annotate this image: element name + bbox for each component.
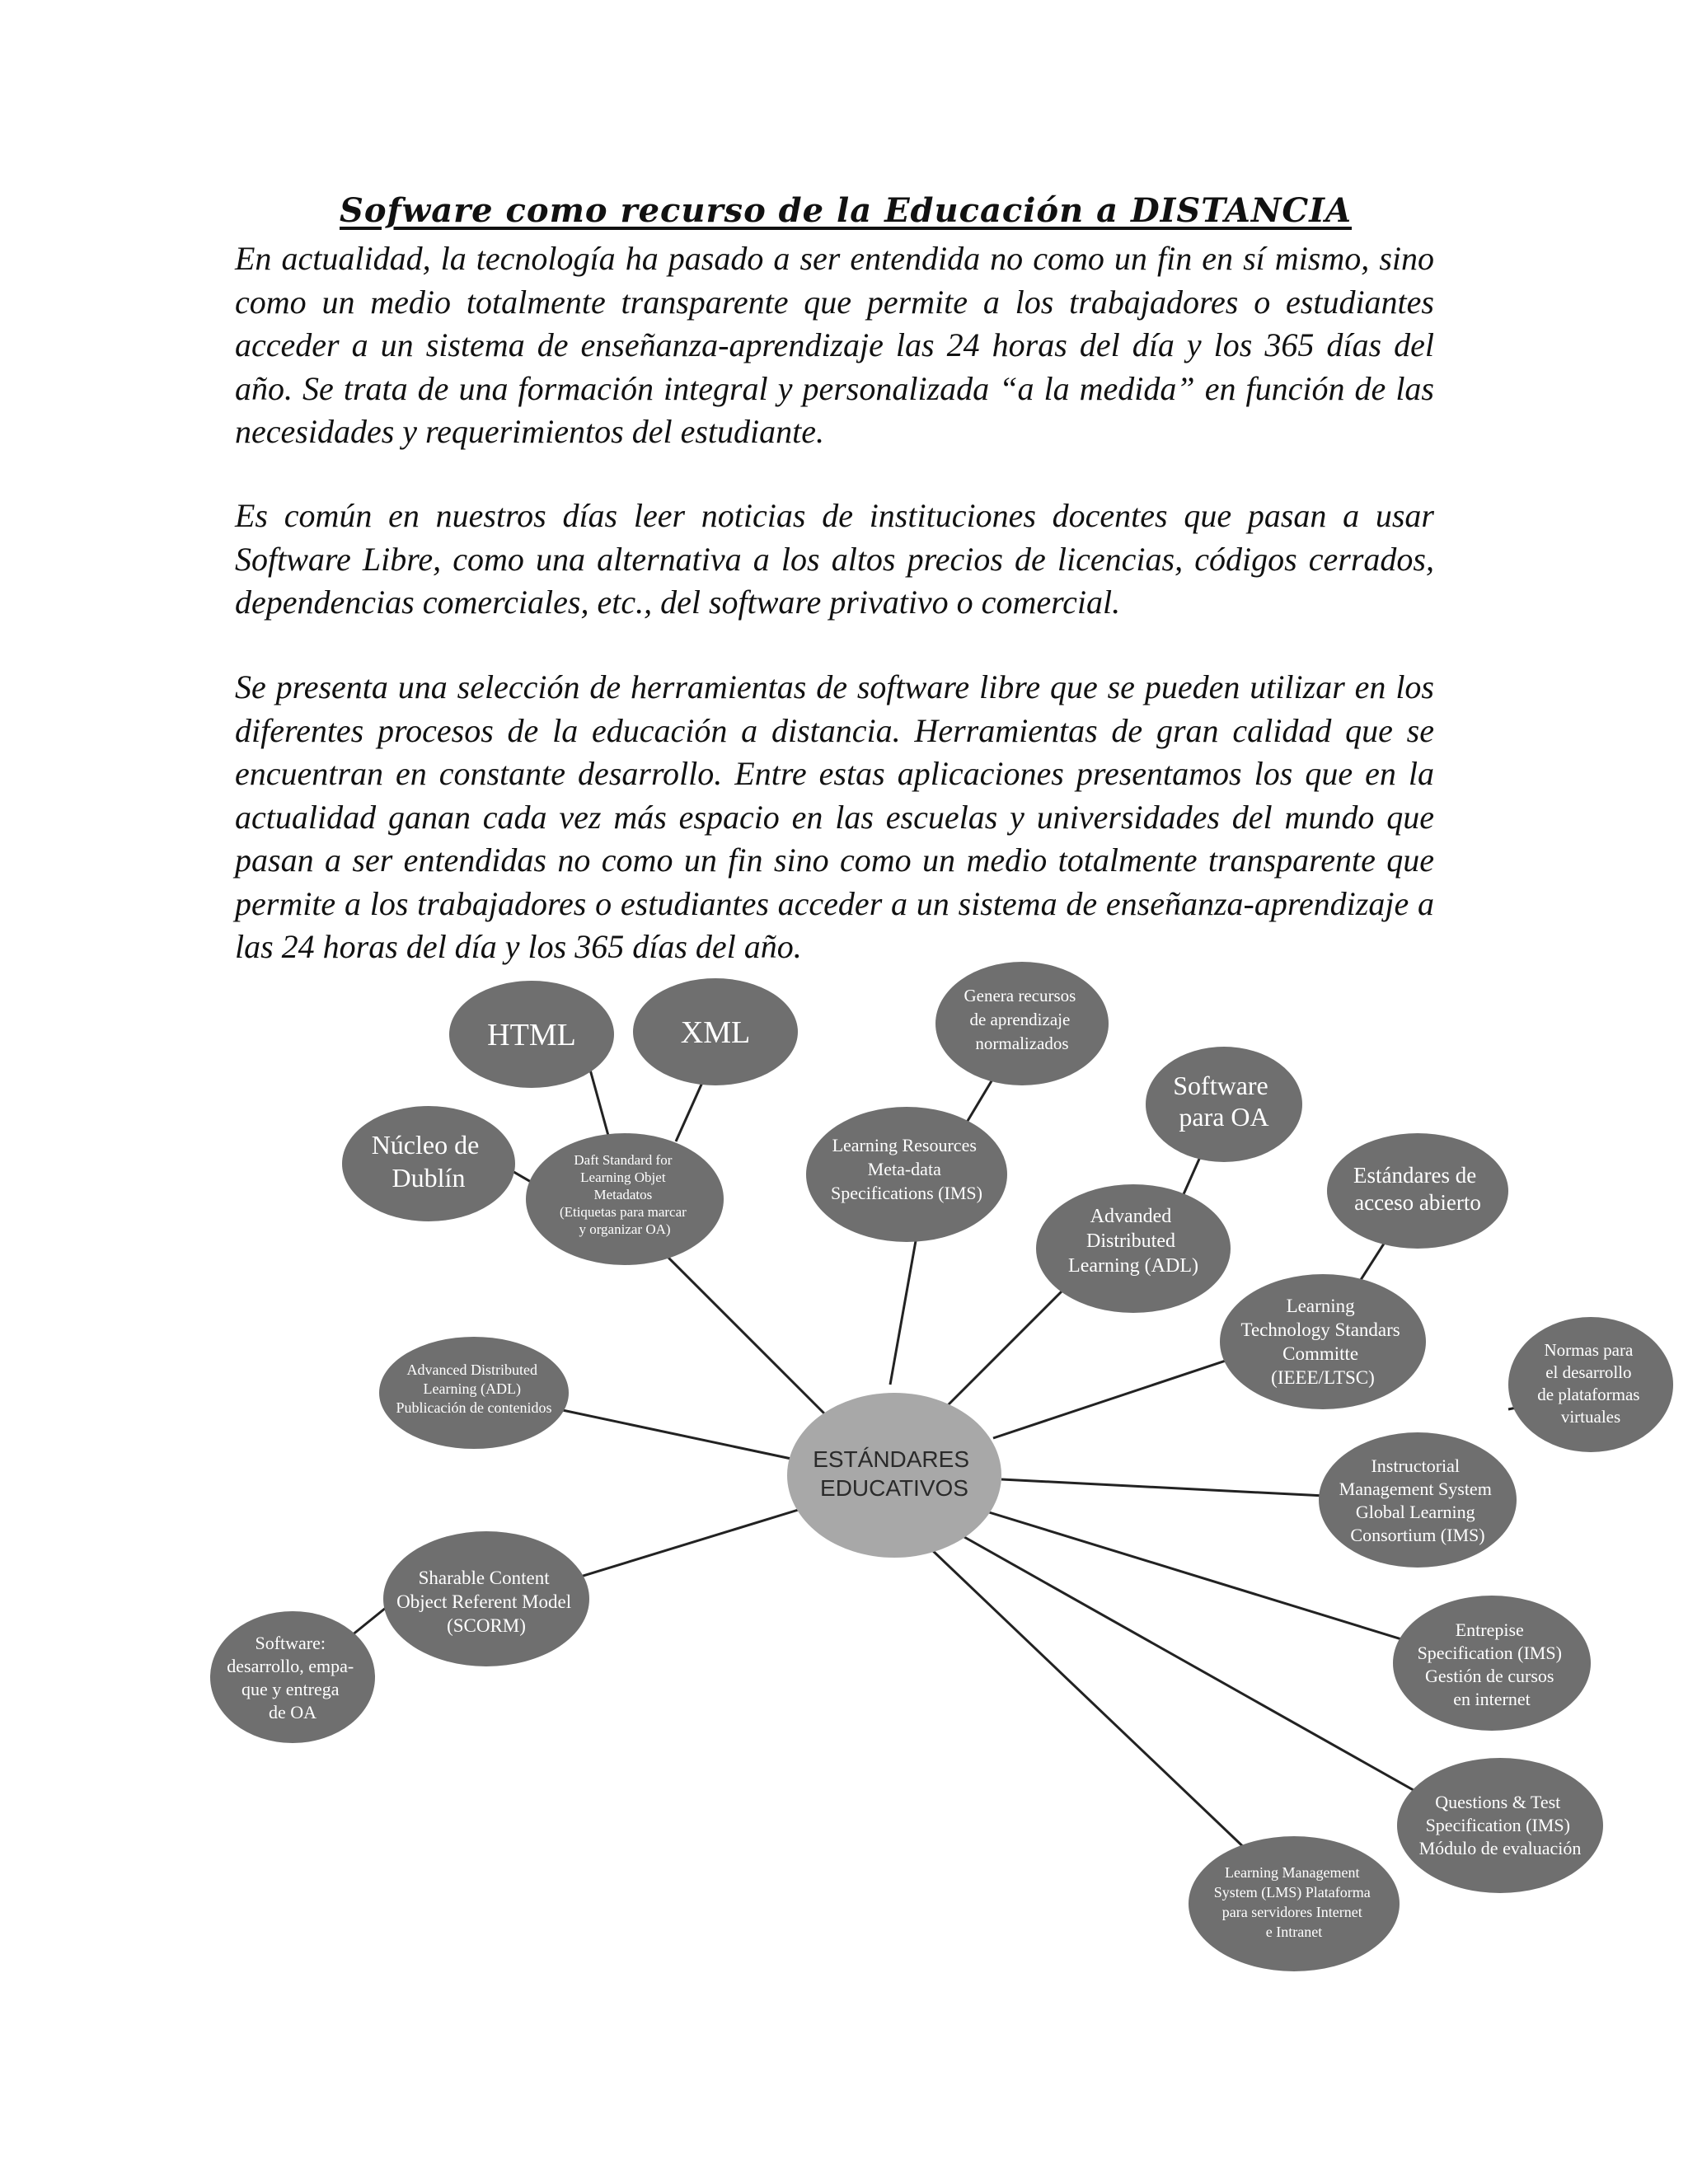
mind-map-diagram: [0, 948, 1688, 2011]
svg-text:XML: XML: [680, 1015, 751, 1050]
svg-text:Learning Technology St: Learning Technology Standars Committe (IEEE/LTSC): [1240, 1296, 1400, 1388]
node-html: [449, 981, 614, 1088]
node-estandares-abierto: [1327, 1133, 1508, 1249]
paragraph-herramientas: Se presenta una selección de herramientas de software libre que se pueden utilizar en los diferentes procesos de la educación a distancia. Herramientas de gran calidad que se encuentran en constante desarrollo. Entre estas aplicaciones presentamos los que en la actualidad ganan cada vez más espacio en las escuelas y universidades del mundo que pasan a ser entendidas no como un fin sino como un medio totalmente transparente que permite a los trabajadores o estudiantes acceder a un sistema de enseñanza-aprendizaje a las 24 horas del día y los 365 días del año.: [235, 668, 1434, 965]
node-adl: [1036, 1184, 1231, 1313]
svg-text:Daft Standard for Lear: Daft Standard for Learning Objet Metadatos (Etiquetas para marcar y organizar OA): [559, 1152, 687, 1237]
svg-text:Genera recursos de apr: Genera recursos de aprendizaje normalizados: [964, 986, 1076, 1053]
node-daft-standard: [526, 1133, 724, 1265]
svg-text:Entrepise Specificatio: Entrepise Specification (IMS) Gestión de cursos en internet: [1417, 1619, 1562, 1709]
connector-center-daft: [647, 1236, 832, 1422]
page-title: Sofware como recurso de la Educación a DISTANCIA: [339, 191, 1353, 230]
paragraph-software-libre: Es común en nuestros días leer noticias de instituciones docentes que pasan a usar Software Libre, como una alternativa a los altos precios de licencias, códigos cerrados, dependencias comerciales, etc., del software privativo o comercial.: [235, 497, 1434, 621]
svg-text:HTML: HTML: [487, 1018, 576, 1052]
svg-text:ESTÁNDARES EDUCATIVOS: ESTÁNDARES EDUCATIVOS: [813, 1446, 970, 1501]
node-questions-test: [1397, 1758, 1603, 1893]
node-center-estandares: [787, 1393, 1001, 1558]
node-software-oa: [1146, 1047, 1302, 1162]
node-enterprise: [1393, 1596, 1591, 1731]
svg-text:Estándares de acceso a: Estándares de acceso abierto: [1353, 1163, 1481, 1215]
svg-text:Normas para el desarro: Normas para el desarrollo de plataformas virtuales: [1537, 1340, 1640, 1427]
paragraph-intro: En actualidad, la tecnología ha pasado a ser entendida no como un fin en sí mismo, sino como un medio totalmente transparente que permite a los trabajadores o estudiantes acceder a un sistema de enseñanza-aprendizaje las 24 horas del día y los 365 días del año. Se trata de una formación integral y personalizada “a la medida” en función de las necesidades y requerimientos del estudiante.: [235, 240, 1434, 450]
svg-text:Software: desarrollo,: Software: desarrollo, empa- que y entrega de OA: [227, 1633, 354, 1722]
node-scorm: [383, 1531, 589, 1666]
svg-text:Software para OA: Software para OA: [1173, 1071, 1269, 1132]
svg-text:Sharable Content Objec: Sharable Content Object Referent Model (SCORM): [396, 1568, 572, 1636]
connector-center-lms: [931, 1549, 1286, 1887]
svg-text:Advanced Distributed L: Advanced Distributed Learning (ADL) Publicación de contenidos: [396, 1361, 552, 1416]
node-ltsc: [1220, 1274, 1426, 1409]
svg-text:Advanded Distributed: Advanded Distributed Learning (ADL): [1068, 1206, 1198, 1277]
node-adl-publicacion: [379, 1337, 569, 1449]
node-ims-global: [1319, 1432, 1517, 1568]
svg-text:Questions & Test Speci: Questions & Test Specification (IMS) Módulo de evaluación: [1418, 1792, 1582, 1858]
node-genera-recursos: [935, 962, 1109, 1085]
svg-text:Núcleo de Dublín: Núcleo de Dublín: [371, 1130, 480, 1193]
svg-text:Learning Management Sy: Learning Management System (LMS) Plataforma para servidores Internet e Intranet: [1213, 1864, 1371, 1940]
node-nucleo-dublin: [342, 1106, 515, 1221]
svg-text:Instructorial Manageme: Instructorial Management System Global Learning Consortium (IMS): [1339, 1455, 1492, 1545]
node-normas: [1508, 1317, 1673, 1452]
node-software-desarrollo: [210, 1611, 375, 1743]
svg-text:Learning Resources Met: Learning Resources Meta-data Specifications (IMS): [831, 1135, 982, 1203]
node-xml: [633, 978, 798, 1085]
node-learning-resources: [806, 1107, 1007, 1242]
node-lms: [1189, 1836, 1400, 1971]
